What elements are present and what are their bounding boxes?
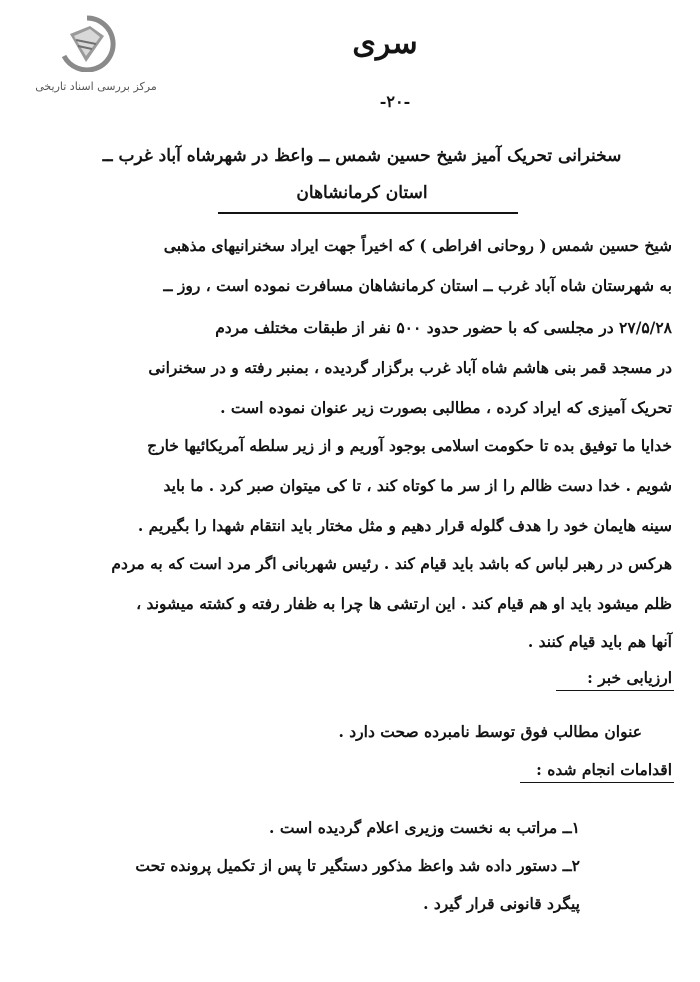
watermark-text: مرکز بررسی اسناد تاریخی — [35, 80, 157, 93]
body-line-4: در مسجد قمر بنی هاشم شاه آباد غرب برگزار گردیده ، بمنبر رفته و در سخنرانی — [148, 358, 672, 377]
body-line-9: هرکس در رهبر لباس که باشد باید قیام کند . رئیس شهربانی اگر مرد است که به مردم — [111, 554, 672, 573]
body-line-3: ۲۷/۵/۲۸ در مجلسی که با حضور حدود ۵۰۰ نفر از طبقات مختلف مردم — [215, 318, 672, 337]
body-line-10: ظلم میشود باید او هم قیام کند . این ارتشی ها چرا به ظفار رفته و کشته میشوند ، — [136, 594, 672, 613]
action-item-1: ۱ــ مراتب به نخست وزیری اعلام گردیده است . — [269, 818, 580, 837]
body-line-5: تحریک آمیزی که ایراد کرده ، مطالبی بصورت زیر عنوان نموده است . — [220, 398, 672, 417]
body-line-1: شیخ حسین شمس ( روحانی افراطی ) که اخیراً جهت ایراد سخنرانیهای مذهبی — [163, 236, 672, 255]
body-line-8: سینه هایمان خود را هدف گلوله قرار دهیم و مثل مختار باید انتقام شهدا را بگیریم . — [137, 516, 672, 535]
assessment-heading: ارزیابی خبر : — [587, 668, 672, 687]
archive-center-logo-icon — [56, 14, 118, 72]
action-item-2-line2: پیگرد قانونی قرار گیرد . — [423, 894, 580, 913]
document-number: -۲۰- — [379, 92, 411, 111]
title-underline — [218, 212, 518, 214]
document-title-line2: استان کرمانشاهان — [296, 183, 428, 203]
classification-stamp: سری — [352, 26, 418, 61]
watermark — [16, 14, 176, 94]
action-item-2-line1: ۲ــ دستور داده شد واعظ مذکور دستگیر تا پس از تکمیل پرونده تحت — [135, 856, 580, 875]
body-line-11: آنها هم باید قیام کنند . — [527, 632, 672, 651]
actions-heading: اقدامات انجام شده : — [536, 760, 672, 779]
body-line-6: خدایا ما توفیق بده تا حکومت اسلامی بوجود آوریم و از زیر سلطه آمریکائیها خارج — [147, 436, 672, 455]
assessment-text: عنوان مطالب فوق توسط نامبرده صحت دارد . — [338, 722, 642, 741]
body-line-2: به شهرستان شاه آباد غرب ــ استان کرمانشاهان مسافرت نموده است ، روز ــ — [163, 276, 672, 295]
actions-heading-underline — [520, 782, 674, 783]
document-title-line1: سخنرانی تحریک آمیز شیخ حسین شمس ــ واعظ در شهرشاه آباد غرب ــ — [102, 146, 622, 166]
body-line-7: شویم . خدا دست ظالم را از سر ما کوتاه کند ، تا کی میتوان صبر کرد . ما باید — [163, 476, 672, 495]
assessment-heading-underline — [556, 690, 674, 691]
